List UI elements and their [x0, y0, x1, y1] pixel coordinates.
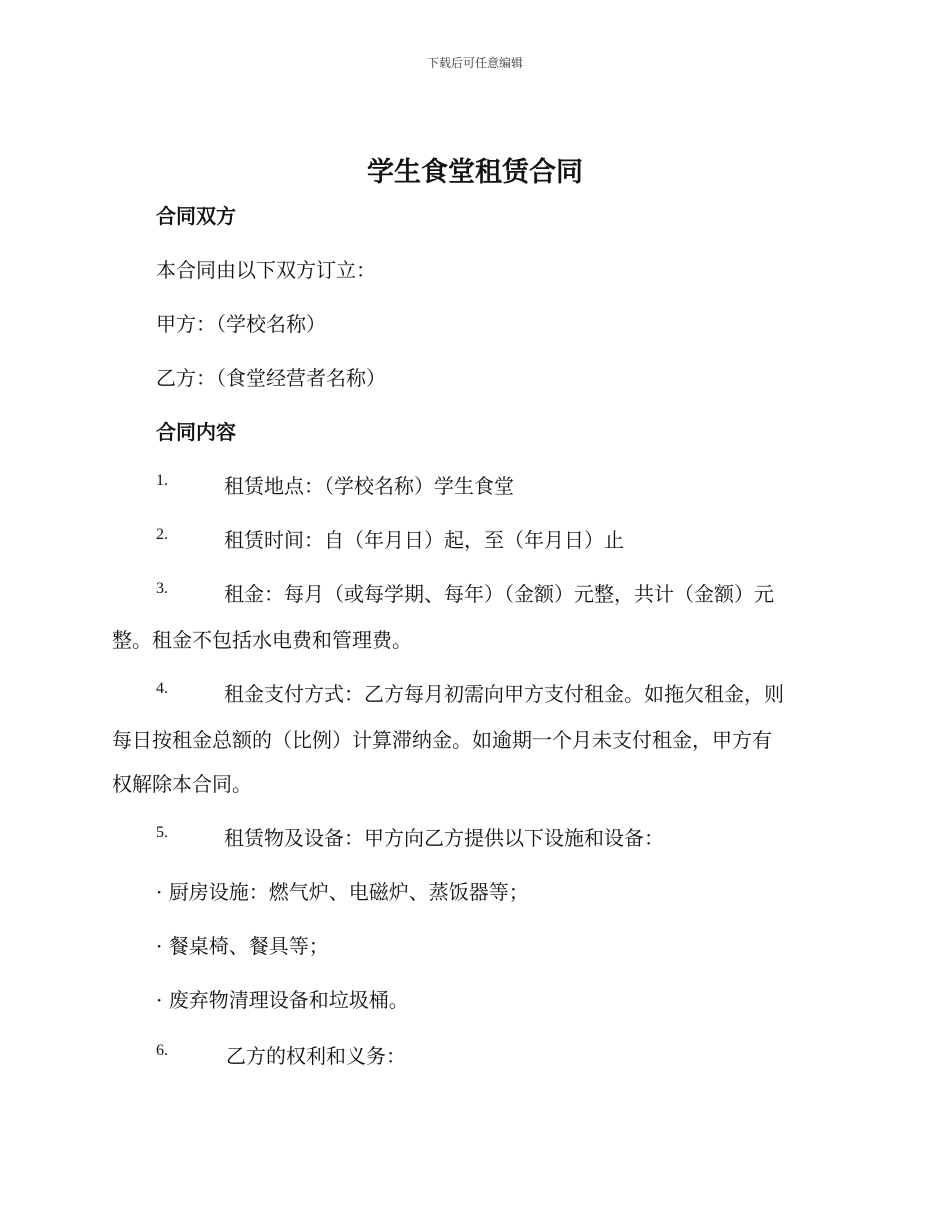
- clause-number: 2.: [156, 526, 168, 543]
- clause-text: 租金支付方式：乙方每月初需向甲方支付租金。如拖欠租金，则: [224, 682, 784, 706]
- clause-number: 5.: [156, 824, 168, 841]
- clause-3-continuation: 整。租金不包括水电费和管理费。: [112, 628, 412, 652]
- clause-text: 租金：每月（或每学期、每年）（金额）元整，共计（金额）元: [224, 582, 774, 606]
- header-note: 下载后可任意编辑: [426, 56, 523, 70]
- section-heading-parties: 合同双方: [156, 204, 236, 228]
- party-b-line: 乙方：（食堂经营者名称）: [156, 366, 386, 390]
- document-title: 学生食堂租赁合同: [367, 157, 583, 188]
- clause-number: 4.: [156, 680, 168, 697]
- clause-number: 6.: [156, 1042, 168, 1059]
- party-a-line: 甲方：（学校名称）: [156, 312, 326, 336]
- list-item-tableware: · 餐桌椅、餐具等；: [156, 934, 329, 958]
- clause-number: 3.: [156, 580, 168, 597]
- clause-4-continuation: 每日按租金总额的（比例）计算滞纳金。如逾期一个月未支付租金，甲方有: [112, 728, 772, 752]
- clause-number: 1.: [156, 472, 168, 489]
- clause-text: 租赁物及设备：甲方向乙方提供以下设施和设备：: [224, 826, 664, 850]
- section-heading-content: 合同内容: [156, 420, 236, 444]
- clause-text: 租赁时间：自（年月日）起，至（年月日）止: [224, 528, 624, 552]
- clause-4-continuation: 权解除本合同。: [112, 772, 252, 796]
- list-item-waste: · 废弃物清理设备和垃圾桶。: [156, 988, 409, 1012]
- list-item-kitchen: · 厨房设施：燃气炉、电磁炉、蒸饭器等；: [156, 880, 529, 904]
- clause-text: 租赁地点：（学校名称）学生食堂: [224, 474, 514, 498]
- clause-text: 乙方的权利和义务：: [226, 1044, 406, 1068]
- intro-line: 本合同由以下双方订立：: [156, 258, 376, 282]
